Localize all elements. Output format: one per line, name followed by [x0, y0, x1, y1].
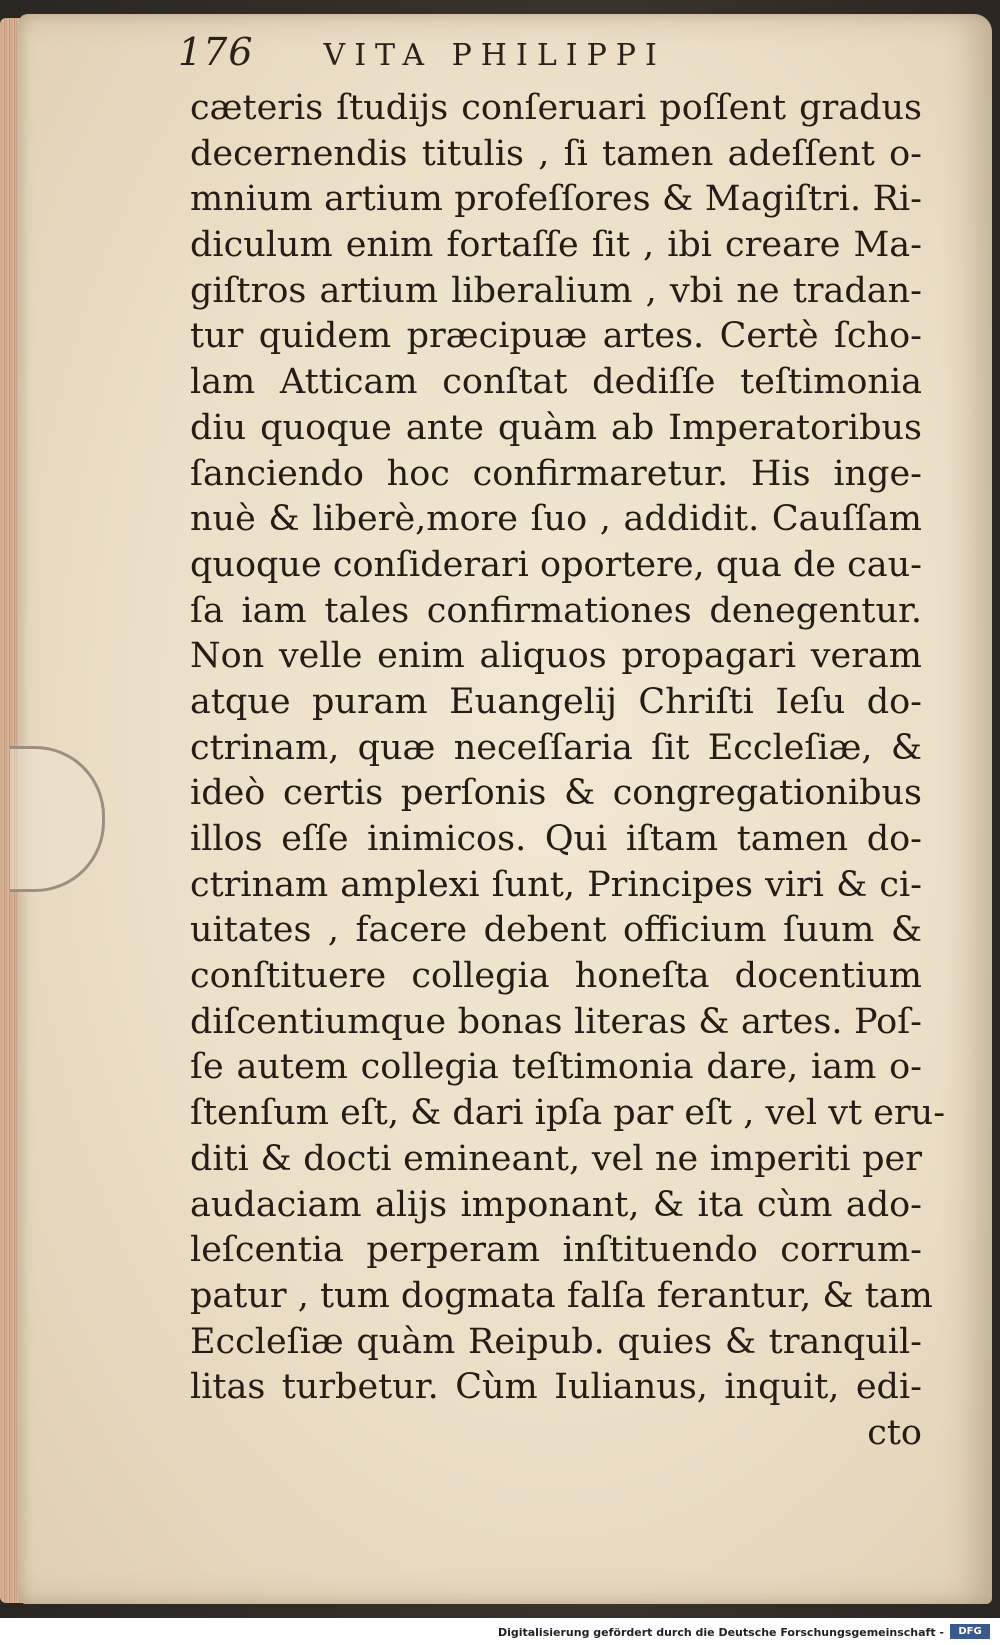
text-line: decernendis titulis , ſi tamen adeſſent o- — [190, 133, 922, 174]
text-line: quoque conſiderari oportere, qua de cau- — [190, 544, 922, 585]
text-line: diti & docti emineant, vel ne imperiti per — [190, 1138, 922, 1179]
text-line: illos eſſe inimicos. Qui iſtam tamen do- — [190, 819, 922, 859]
text-line: uitates , facere debent officium ſuum & — [190, 910, 922, 951]
text-line: giſtros artium liberalium , vbi ne tradan- — [190, 270, 922, 311]
text-line: Non velle enim aliquos propagari veram — [190, 636, 922, 677]
text-line: Eccleſiæ quàm Reipub. quies & tranquil- — [190, 1321, 922, 1362]
text-line: diu quoque ante quàm ab Imperatoribus — [190, 407, 922, 448]
text-line: leſcentia perperam inſtituendo corrum- — [190, 1230, 922, 1271]
text-line: patur , tum dogmata falſa ferantur, & tam — [190, 1275, 933, 1316]
text-line: ſanciendo hoc confirmaretur. His inge- — [190, 453, 922, 494]
text-line: cæteris ſtudijs conſeruari poſſent gradus — [190, 88, 922, 128]
running-head — [178, 30, 818, 80]
catchword: cto — [867, 1412, 922, 1453]
page-number: 176 — [178, 30, 254, 74]
text-line: ſtenſum eſt, & dari ipſa par eſt , vel vt eru- — [190, 1093, 946, 1134]
text-line: conſtituere collegia honeſta docentium — [190, 956, 922, 997]
text-line: ideò certis perſonis & congregationibus — [190, 773, 922, 814]
dfg-logo: DFG — [950, 1624, 990, 1639]
body-text — [190, 86, 946, 1457]
book-clip — [10, 746, 105, 892]
text-line: diſcentiumque bonas literas & artes. Poſ- — [190, 1001, 922, 1042]
text-line: ſa iam tales confirmationes denegentur. — [190, 590, 922, 631]
text-line: ctrinam amplexi ſunt, Principes viri & ci- — [190, 864, 922, 905]
text-line: tur quidem præcipuæ artes. Certè ſcho- — [190, 316, 922, 357]
running-title: VITA PHILIPPI — [323, 38, 666, 73]
text-line: ſe autem collegia teſtimonia dare, iam o- — [190, 1047, 922, 1088]
text-line: diculum enim fortaſſe ſit , ibi creare Ma- — [190, 225, 922, 266]
text-line: nuè & liberè,more ſuo , addidit. Cauſſam — [190, 499, 922, 540]
text-line: lam Atticam conſtat dediſſe teſtimonia — [190, 362, 922, 403]
text-line: audaciam alijs imponant, & ita cùm ado- — [190, 1184, 922, 1225]
funding-note: Digitalisierung gefördert durch die Deutsche Forschungsgemeinschaft - — [497, 1626, 944, 1639]
text-line: mnium artium profeſſores & Magiſtri. Ri- — [190, 179, 922, 220]
text-line: litas turbetur. Cùm Iulianus, inquit, edi- — [190, 1367, 922, 1408]
text-line: atque puram Euangelij Chriſti Ieſu do- — [190, 681, 922, 722]
text-line: ctrinam, quæ neceſſaria ſit Eccleſiæ, & — [190, 727, 922, 768]
